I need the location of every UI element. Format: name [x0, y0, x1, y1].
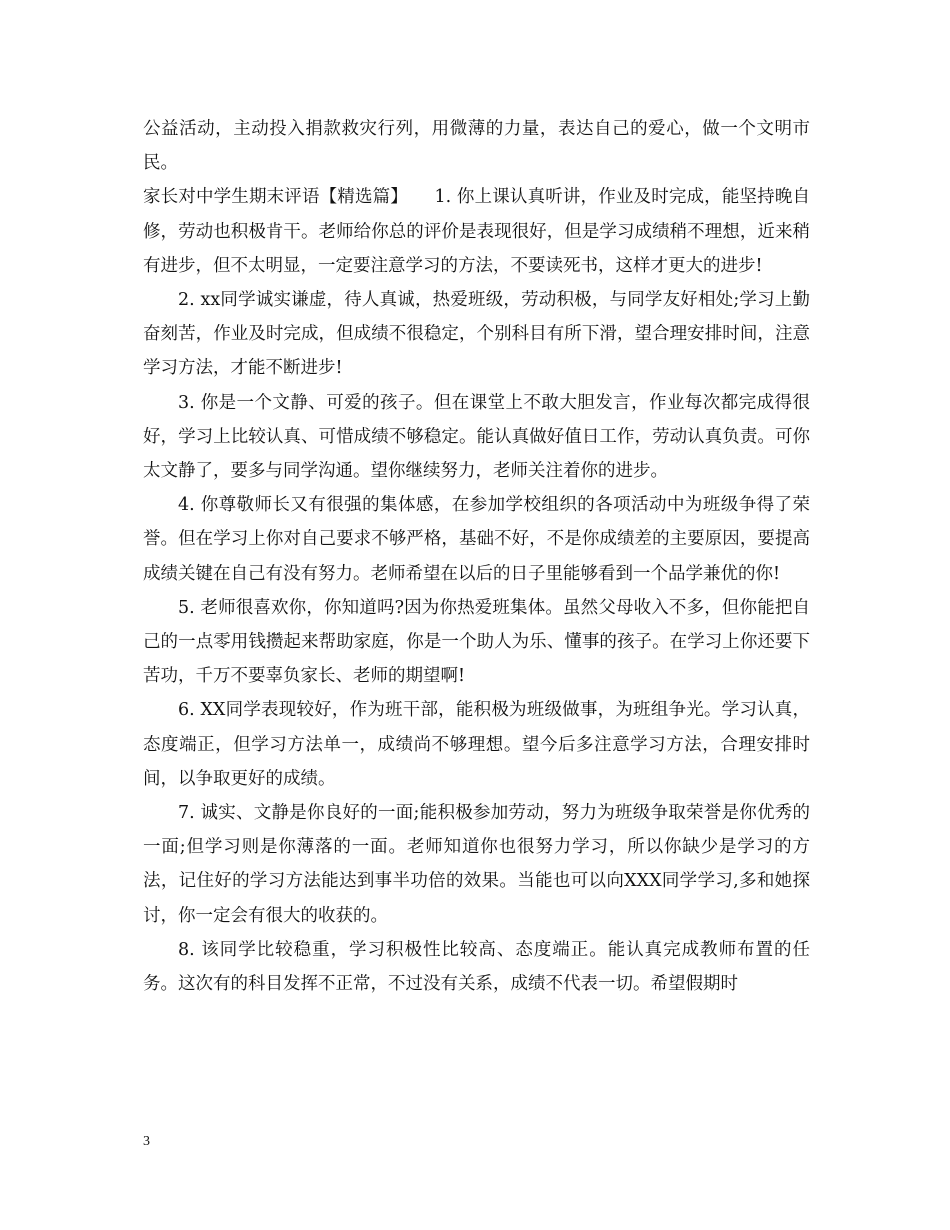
- paragraph-comment-5: 5. 老师很喜欢你，你知道吗?因为你热爱班集体。虽然父母收入不多，但你能把自己的一点零用钱攒起来帮助家庭，你是一个助人为乐、懂事的孩子。在学习上你还要下苦功，千万不要辜负家长、老师的期望啊!: [143, 597, 810, 687]
- paragraph-comment-8: 8. 该同学比较稳重，学习积极性比较高、态度端正。能认真完成教师布置的任务。这次有的科目发挥不正常，不过没有关系，成绩不代表一切。希望假期时: [143, 939, 810, 995]
- page-number: 3: [143, 1134, 150, 1149]
- paragraph-comment-3: 3. 你是一个文静、可爱的孩子。但在课堂上不敢大胆发言，作业每次都完成得很好，学习上比较认真、可惜成绩不够稳定。能认真做好值日工作，劳动认真负责。可你太文静了，要多与同学沟通。望你继续努力，老师关注着你的进步。: [143, 392, 810, 482]
- document-body: [143, 112, 810, 1001]
- paragraph-heading-comment-1: 家长对中学生期末评语【精选篇】 1. 你上课认真听讲，作业及时完成，能坚持晚自修，劳动也积极肯干。老师给你总的评价是表现很好，但是学习成绩稍不理想，近来稍有进步，但不太明显，一定要注意学习的方法，不要读死书，这样才更大的进步!: [143, 187, 810, 276]
- paragraph-comment-2: 2. xx同学诚实谦虚，待人真诚，热爱班级，劳动积极，与同学友好相处;学习上勤奋刻苦，作业及时完成，但成绩不很稳定，个别科目有所下滑，望合理安排时间，注意学习方法，才能不断进步!: [143, 290, 810, 379]
- paragraph-comment-4: 4. 你尊敬师长又有很强的集体感，在参加学校组织的各项活动中为班级争得了荣誉。但在学习上你对自己要求不够严格，基础不好，不是你成绩差的主要原因，要提高成绩关键在自己有没有努力。老师希望在以后的日子里能够看到一个品学兼优的你!: [143, 495, 810, 584]
- paragraph-comment-6: 6. XX同学表现较好，作为班干部，能积极为班级做事，为班组争光。学习认真，态度端正，但学习方法单一，成绩尚不够理想。望今后多注意学习方法，合理安排时间，以争取更好的成绩。: [143, 700, 810, 789]
- paragraph-continuation: 公益活动，主动投入捐款救灾行列，用微薄的力量，表达自己的爱心，做一个文明市民。: [143, 119, 810, 174]
- paragraph-comment-7: 7. 诚实、文静是你良好的一面;能积极参加劳动，努力为班级争取荣誉是你优秀的一面;但学习则是你薄落的一面。老师知道你也很努力学习，所以你缺少是学习的方法，记住好的学习方法能达到事半功倍的效果。当能也可以向XXX同学学习,多和她探讨，你一定会有很大的收获的。: [143, 803, 810, 926]
